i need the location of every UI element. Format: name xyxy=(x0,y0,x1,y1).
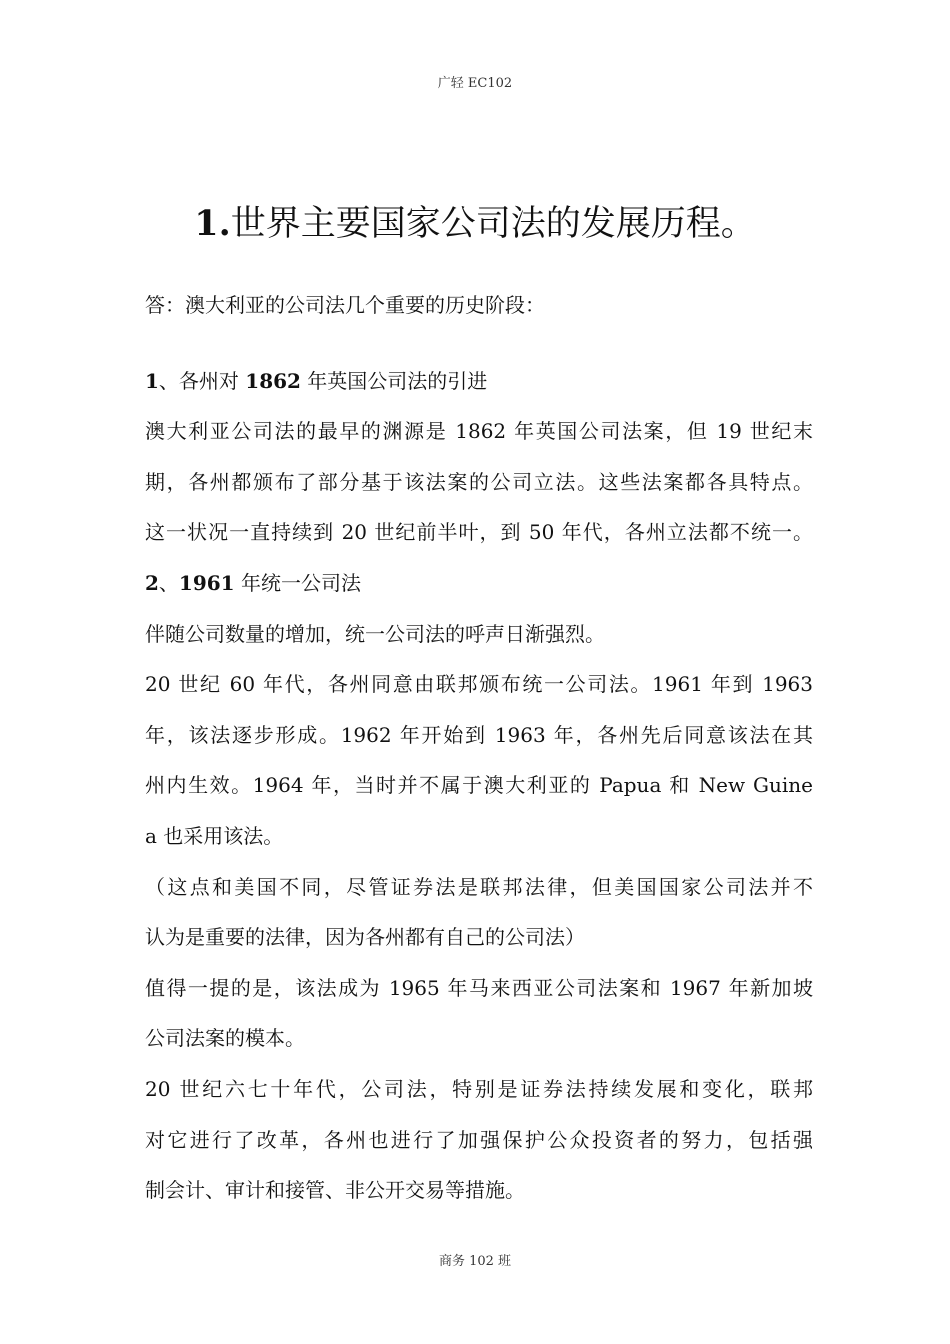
paragraph-gap xyxy=(145,331,813,356)
section-2-line: 制会计、审计和接管、非公开交易等措施。 xyxy=(145,1178,525,1203)
section-2-heading-post: 年统一公司法 xyxy=(234,570,361,595)
section-1-line: 这一状况一直持续到 20 世纪前半叶，到 50 年代，各州立法都不统一。 xyxy=(145,520,813,545)
section-2-line: （这点和美国不同，尽管证券法是联邦法律，但美国国家公司法并不 xyxy=(145,874,813,899)
section-2-line: 值得一提的是，该法成为 1965 年马来西亚公司法案和 1967 年新加坡 xyxy=(145,975,813,1000)
title-text: 世界主要国家公司法的发展历程。 xyxy=(230,204,756,244)
section-2-heading-pre: 、 xyxy=(158,570,179,595)
section-1-line: 澳大利亚公司法的最早的渊源是 1862 年英国公司法案，但 19 世纪末 xyxy=(145,419,813,444)
section-2-line: 对它进行了改革，各州也进行了加强保护公众投资者的努力，包括强 xyxy=(145,1127,813,1152)
page-header: 广轻 EC102 xyxy=(437,76,513,91)
section-2-line: 年，该法逐步形成。1962 年开始到 1963 年，各州先后同意该法在其 xyxy=(145,722,813,747)
section-1-year: 1862 xyxy=(245,368,301,393)
section-2-line: 20 世纪 60 年代，各州同意由联邦颁布统一公司法。1961 年到 1963 xyxy=(145,672,813,697)
title-number: 1. xyxy=(194,203,231,244)
document-title xyxy=(0,196,950,252)
section-2-line: 20 世纪六七十年代，公司法，特别是证券法持续发展和变化，联邦 xyxy=(145,1076,813,1101)
section-2-line: 州内生效。1964 年，当时并不属于澳大利亚的 Papua 和 New Guine xyxy=(145,773,813,798)
section-2-heading xyxy=(145,558,813,609)
section-1-heading-post: 年英国公司法的引进 xyxy=(300,368,488,393)
section-2-line: 伴随公司数量的增加，统一公司法的呼声日渐强烈。 xyxy=(145,621,605,646)
section-2-line: 认为是重要的法律，因为各州都有自己的公司法） xyxy=(145,925,585,950)
section-2-line: a 也采用该法。 xyxy=(145,823,284,848)
section-2-number: 2 xyxy=(145,570,159,595)
page-footer: 商务 102 班 xyxy=(438,1254,512,1269)
section-1-heading xyxy=(145,356,813,407)
document-body xyxy=(145,280,813,1216)
section-1-line: 期，各州都颁布了部分基于该法案的公司立法。这些法案都各具特点。 xyxy=(145,469,813,494)
section-2-year: 1961 xyxy=(178,570,235,595)
section-1-heading-pre: 、各州对 xyxy=(158,368,246,393)
answer-intro: 答：澳大利亚的公司法几个重要的历史阶段： xyxy=(145,293,545,317)
section-2-line: 公司法案的模本。 xyxy=(145,1026,305,1051)
section-1-number: 1 xyxy=(145,368,159,393)
